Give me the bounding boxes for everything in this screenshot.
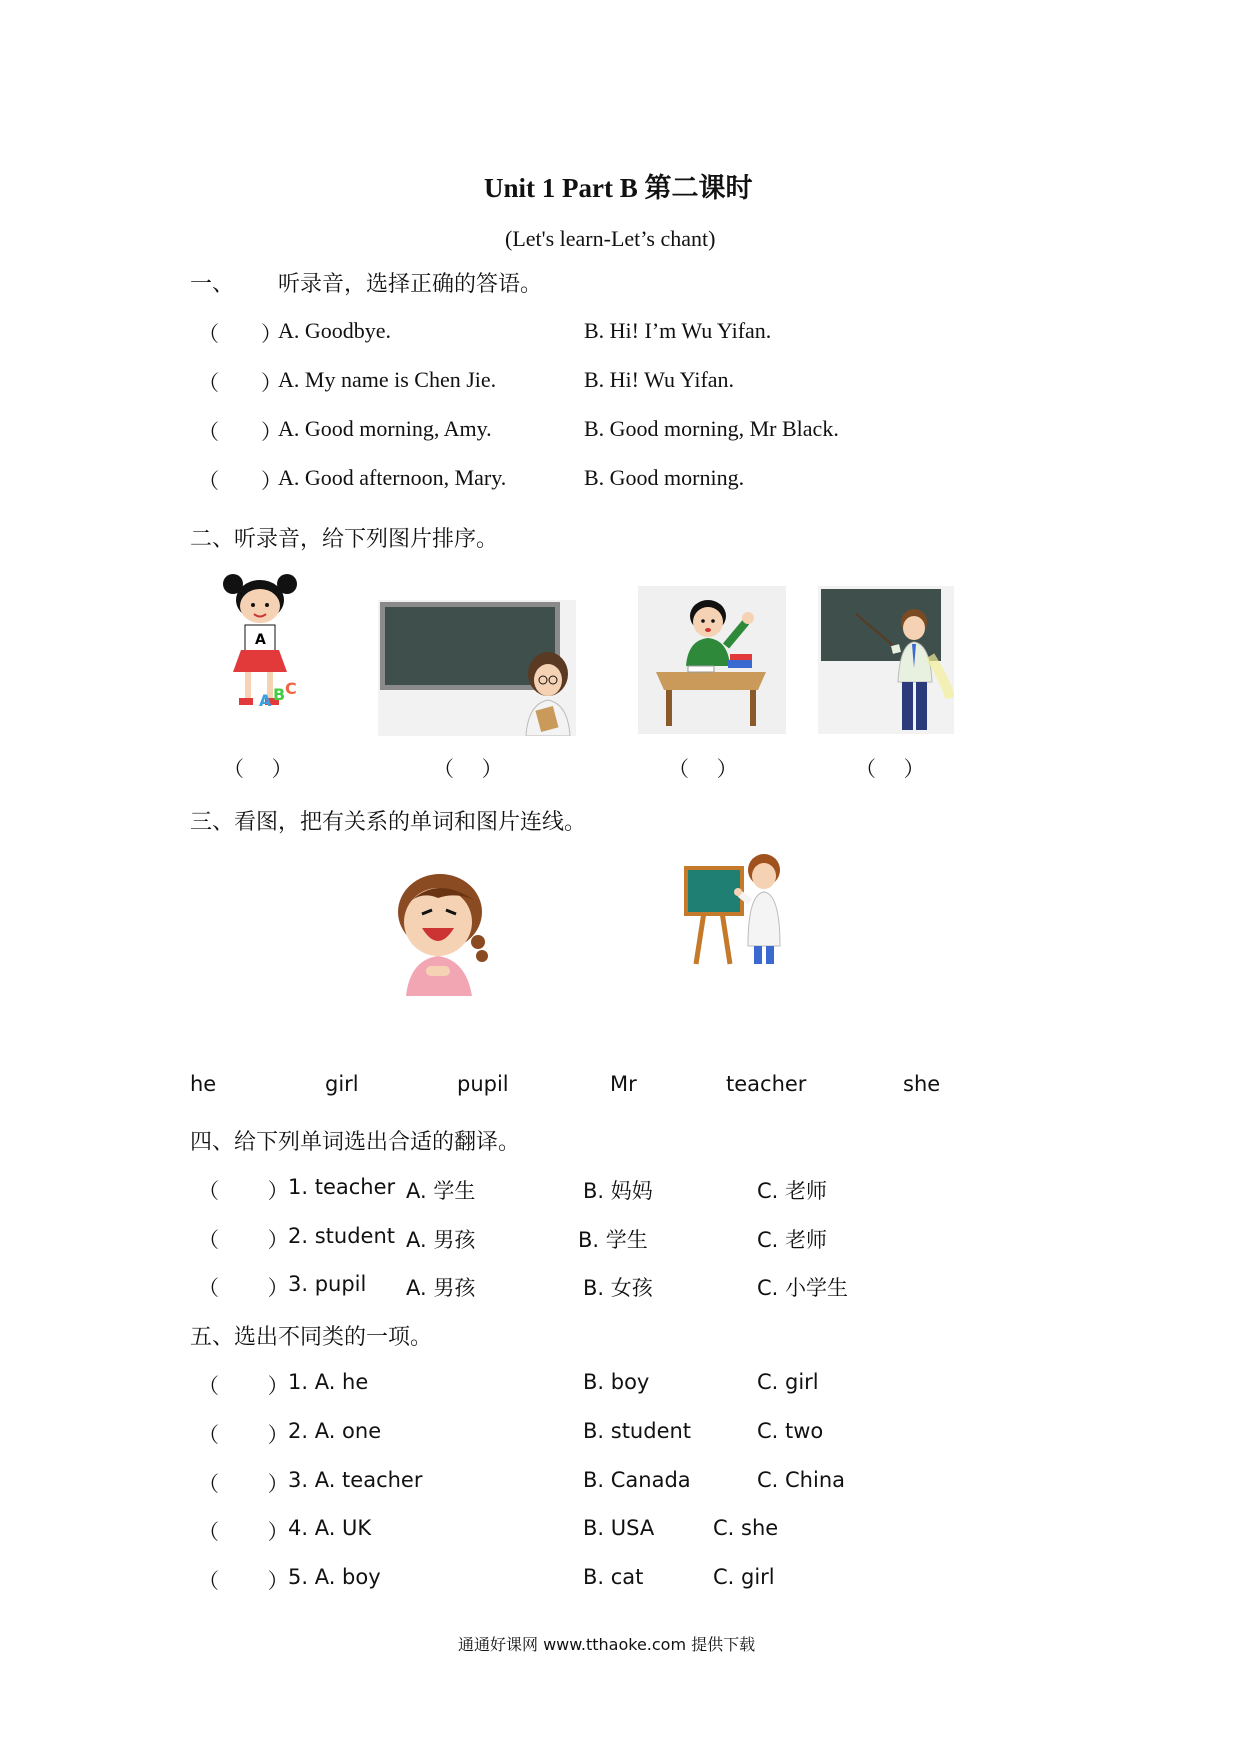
option-b: B. student <box>583 1419 692 1443</box>
section4-heading: 四、给下列单词选出合适的翻译。 <box>190 1130 521 1155</box>
order-blank[interactable]: （ ） <box>223 757 293 781</box>
girl-face-picture <box>392 870 492 996</box>
order-blank[interactable]: （ ） <box>668 757 738 781</box>
answer-blank[interactable]: （ ） <box>198 1472 289 1496</box>
option-c: C. 老师 <box>757 1228 828 1252</box>
option-c: C. girl <box>713 1565 775 1589</box>
option-c: C. two <box>757 1419 824 1443</box>
answer-blank[interactable]: （ ） <box>198 1374 289 1398</box>
svg-text:B: B <box>273 685 286 704</box>
match-word[interactable]: girl <box>325 1072 359 1096</box>
option-c: C. 老师 <box>757 1179 828 1203</box>
answer-blank[interactable]: （ ） <box>198 420 282 444</box>
answer-blank[interactable]: （ ） <box>198 1423 289 1447</box>
option-b: B. USA <box>583 1516 655 1540</box>
option-a: 2. A. one <box>288 1419 382 1443</box>
svg-text:C: C <box>285 679 297 698</box>
option-a: A. 男孩 <box>406 1228 476 1252</box>
match-word[interactable]: teacher <box>726 1072 807 1096</box>
option-c: C. girl <box>757 1370 819 1394</box>
option-c: C. 小学生 <box>757 1276 849 1300</box>
option-b: B. boy <box>583 1370 650 1394</box>
male-teacher-pointing-picture <box>818 586 954 734</box>
section3-heading: 三、看图，把有关系的单词和图片连线。 <box>190 810 587 835</box>
vocab-word: 1. teacher <box>288 1175 396 1199</box>
option-b: B. Canada <box>583 1468 691 1492</box>
vocab-word: 3. pupil <box>288 1272 367 1296</box>
female-teacher-chalkboard-picture <box>378 600 576 736</box>
option-b: B. Hi! Wu Yifan. <box>584 367 735 392</box>
option-a: A. My name is Chen Jie. <box>278 367 497 392</box>
answer-blank[interactable]: （ ） <box>198 1179 289 1203</box>
option-b: B. Good morning. <box>584 465 745 490</box>
option-b: B. Good morning, Mr Black. <box>584 416 839 441</box>
vocab-word: 2. student <box>288 1224 395 1248</box>
option-b: B. 妈妈 <box>583 1179 653 1203</box>
answer-blank[interactable]: （ ） <box>198 1569 289 1593</box>
page-title: Unit 1 Part B 第二课时 <box>484 173 753 203</box>
option-b: B. 学生 <box>578 1228 648 1252</box>
option-c: C. she <box>713 1516 779 1540</box>
section1-heading: 听录音，选择正确的答语。 <box>278 272 543 297</box>
option-b: B. cat <box>583 1565 644 1589</box>
option-a: A. Good afternoon, Mary. <box>278 465 507 490</box>
answer-blank[interactable]: （ ） <box>198 371 282 395</box>
match-word[interactable]: Mr <box>610 1072 637 1096</box>
option-a: 3. A. teacher <box>288 1468 423 1492</box>
section2-heading: 二、听录音，给下列图片排序。 <box>190 527 499 552</box>
match-word[interactable]: he <box>190 1072 217 1096</box>
footer-text: 通通好课网 www.tthaoke.com 提供下载 <box>458 1635 756 1654</box>
match-word[interactable]: pupil <box>457 1072 509 1096</box>
option-a: A. Good morning, Amy. <box>278 416 492 441</box>
boy-desk-picture <box>638 586 786 734</box>
page-subtitle: (Let's learn-Let’s chant) <box>505 226 716 251</box>
section1-number: 一、 <box>190 272 235 297</box>
option-a: 5. A. boy <box>288 1565 381 1589</box>
teacher-easel-picture <box>682 846 792 970</box>
answer-blank[interactable]: （ ） <box>198 469 282 493</box>
option-a: A. 学生 <box>406 1179 476 1203</box>
section5-heading: 五、选出不同类的一项。 <box>190 1325 433 1350</box>
option-a: 1. A. he <box>288 1370 369 1394</box>
option-a: A. Goodbye. <box>278 318 392 343</box>
girl-abc-picture <box>215 570 305 720</box>
match-word[interactable]: she <box>903 1072 941 1096</box>
option-a: A. 男孩 <box>406 1276 476 1300</box>
svg-text:A: A <box>255 632 266 648</box>
answer-blank[interactable]: （ ） <box>198 1228 289 1252</box>
answer-blank[interactable]: （ ） <box>198 1276 289 1300</box>
option-b: B. 女孩 <box>583 1276 653 1300</box>
svg-text:A: A <box>259 691 272 710</box>
answer-blank[interactable]: （ ） <box>198 322 282 346</box>
answer-blank[interactable]: （ ） <box>198 1520 289 1544</box>
option-a: 4. A. UK <box>288 1516 372 1540</box>
option-b: B. Hi! I’m Wu Yifan. <box>584 318 772 343</box>
order-blank[interactable]: （ ） <box>855 757 925 781</box>
option-c: C. China <box>757 1468 845 1492</box>
order-blank[interactable]: （ ） <box>433 757 503 781</box>
